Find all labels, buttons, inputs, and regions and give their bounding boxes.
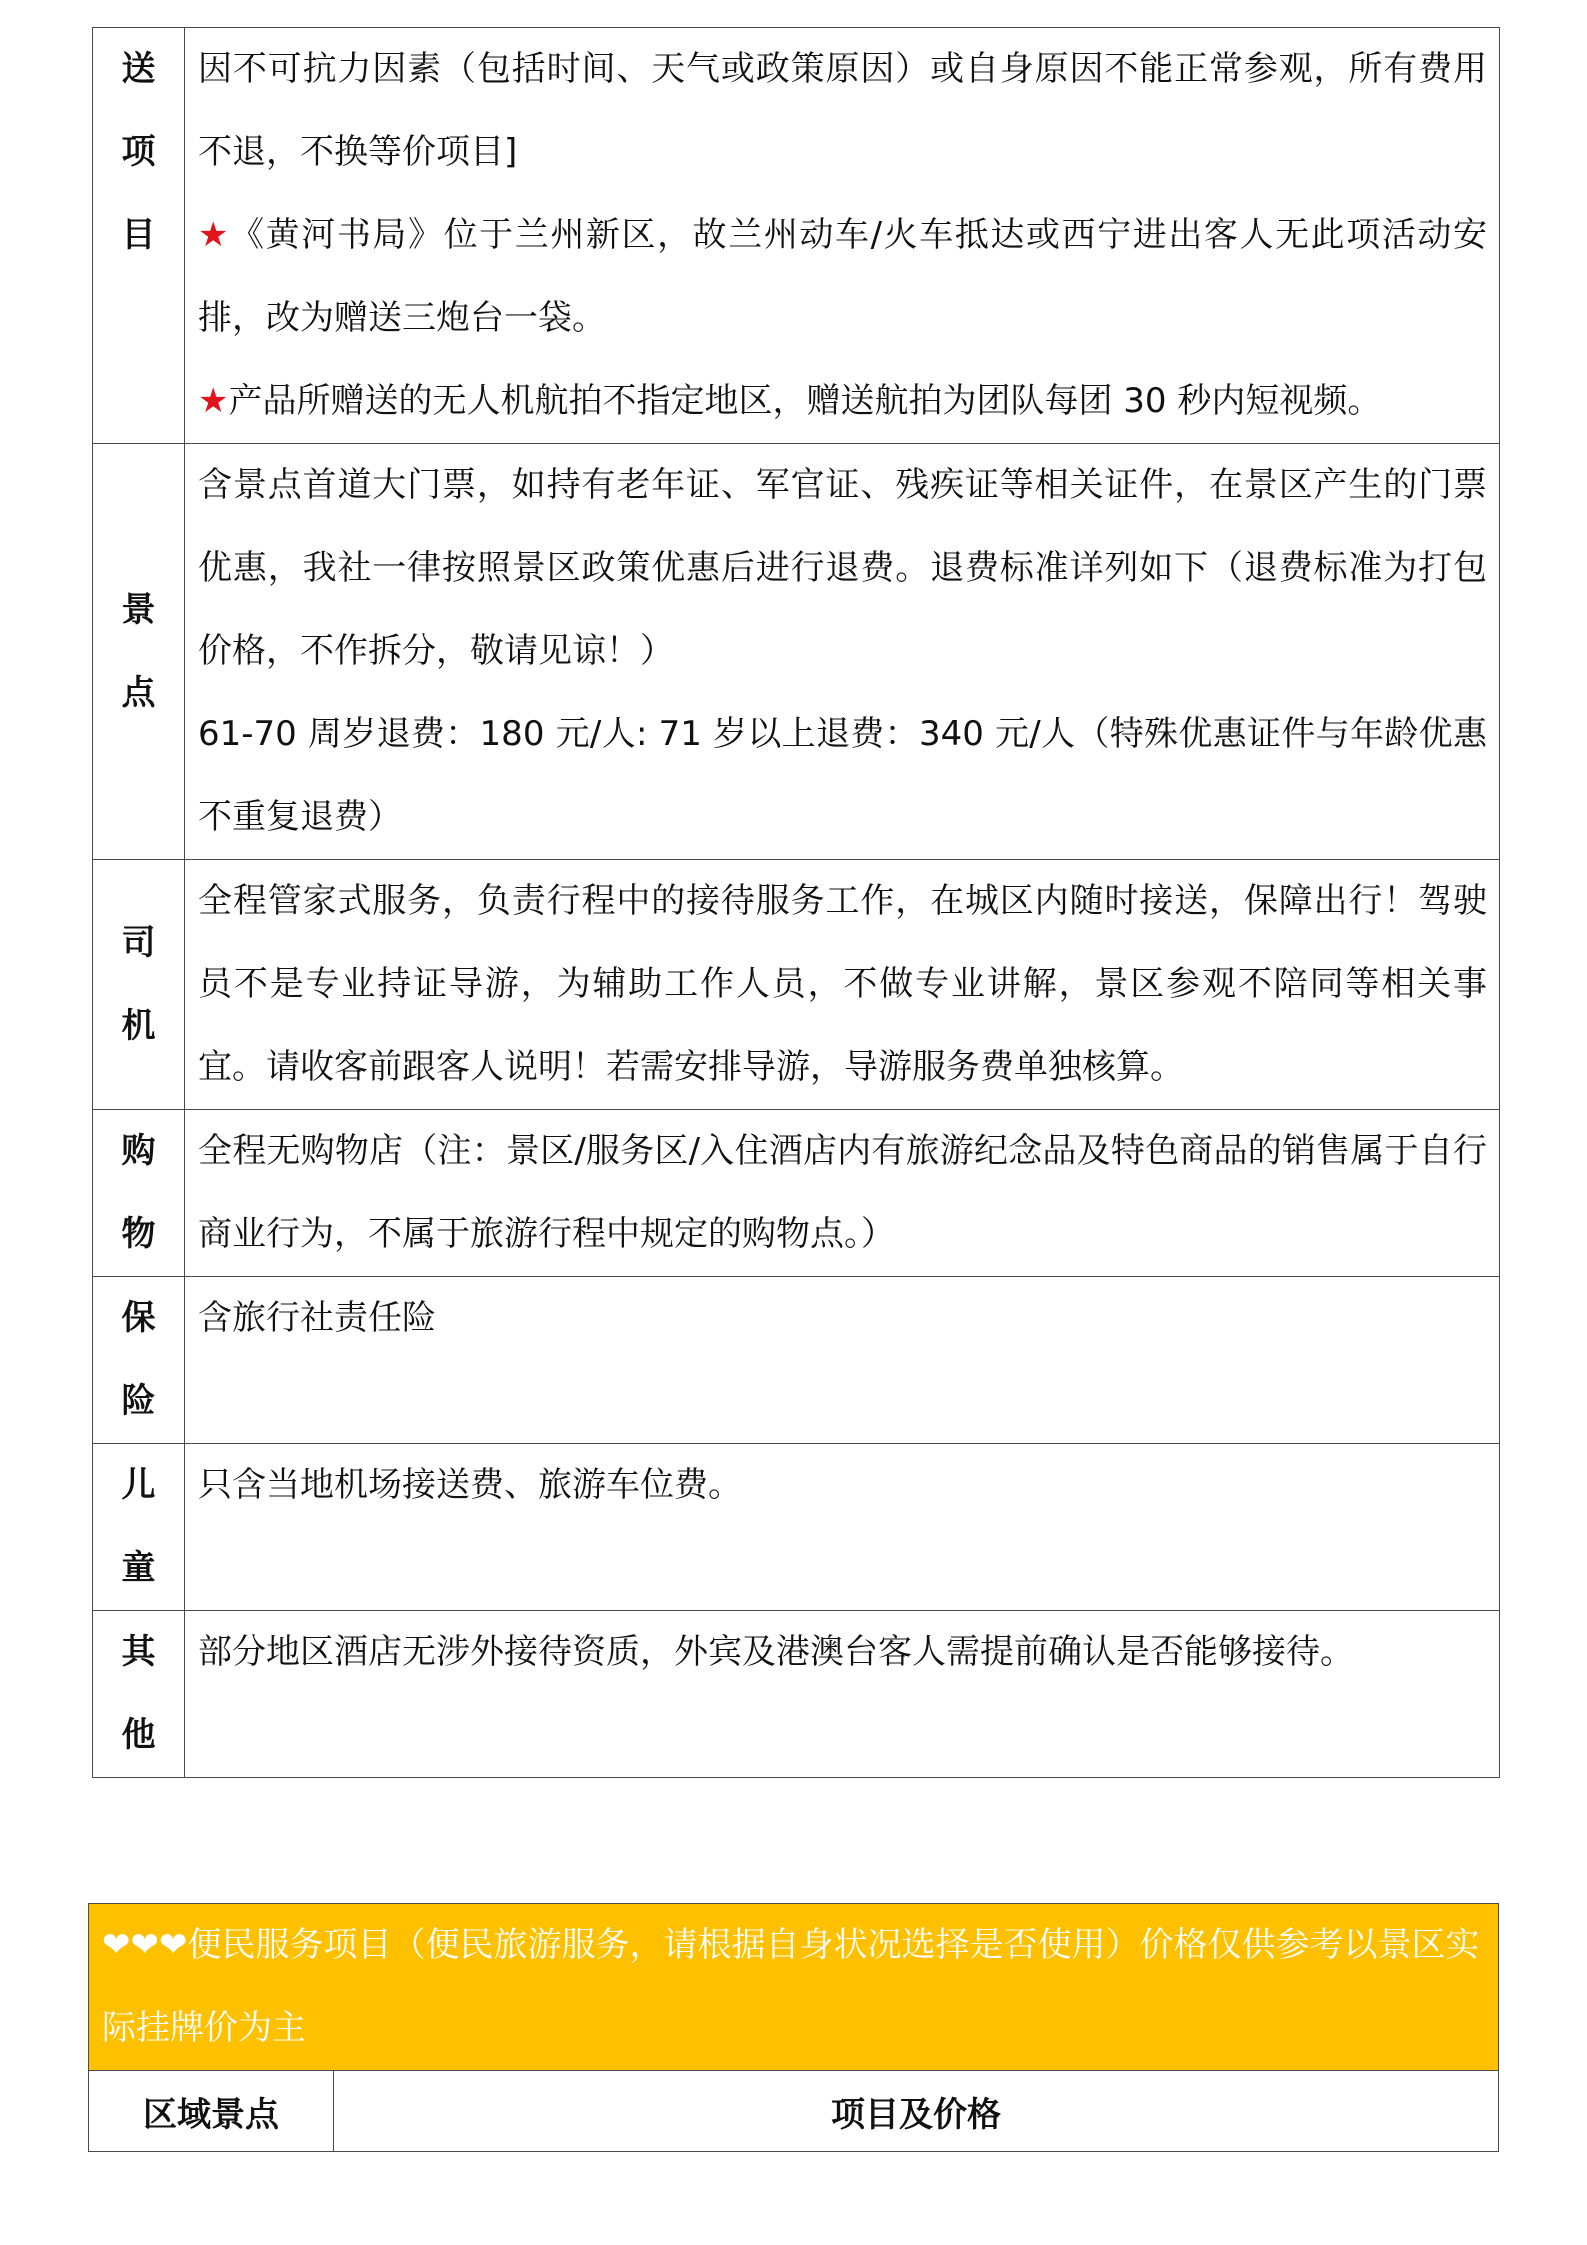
paragraph-text: 61-70 周岁退费：180 元/人: 71 岁以上退费：340 元/人（特殊优惠证件与年龄优惠不重复退费） — [198, 714, 1487, 837]
row-paragraph — [198, 28, 1487, 194]
row-paragraph — [198, 693, 1487, 859]
terms-row — [93, 444, 1500, 860]
row-label-char: 险 — [121, 1381, 156, 1421]
row-label-char: 项 — [121, 132, 156, 172]
terms-row — [93, 1611, 1500, 1778]
row-label-char: 其 — [121, 1632, 156, 1672]
star-icon: ★ — [198, 215, 231, 255]
row-content — [185, 1110, 1500, 1277]
paragraph-text: 《黄河书局》位于兰州新区，故兰州动车/火车抵达或西宁进出客人无此项活动安排，改为赠送三炮台一袋。 — [198, 215, 1488, 338]
row-label-char: 他 — [121, 1715, 156, 1755]
terms-row — [93, 860, 1500, 1110]
paragraph-text: 含旅行社责任险 — [198, 1298, 436, 1338]
star-icon: ★ — [198, 381, 229, 421]
row-label-char: 点 — [121, 672, 156, 713]
row-label-char: 物 — [121, 1214, 156, 1254]
row-label-char: 机 — [121, 1005, 156, 1046]
paragraph-text: 部分地区酒店无涉外接待资质，外宾及港澳台客人需提前确认是否能够接待。 — [198, 1632, 1354, 1672]
row-label — [93, 1110, 185, 1277]
row-label-char: 目 — [121, 215, 156, 255]
service-banner — [89, 1904, 1499, 2071]
service-banner-text: 便民服务项目（便民旅游服务，请根据自身状况选择是否使用）价格仅供参考以景区实际挂牌价为主 — [102, 1925, 1480, 2048]
paragraph-text: 含景点首道大门票，如持有老年证、军官证、残疾证等相关证件，在景区产生的门票优惠，我社一律按照景区政策优惠后进行退费。退费标准详列如下（退费标准为打包价格，不作拆分，敬请见谅！） — [198, 465, 1487, 671]
row-label-char: 童 — [121, 1548, 156, 1588]
row-paragraph — [198, 1277, 1487, 1360]
row-label — [93, 1611, 185, 1778]
column-header-items: 项目及价格 — [334, 2071, 1499, 2152]
row-label-char: 送 — [121, 49, 156, 89]
row-content — [185, 1444, 1500, 1611]
heart-icon: ❤❤❤ — [102, 1925, 188, 1965]
service-header-row — [89, 2071, 1499, 2152]
row-paragraph — [198, 1110, 1487, 1276]
row-label-char: 购 — [121, 1131, 156, 1171]
row-paragraph — [198, 1611, 1487, 1694]
row-paragraph — [198, 1444, 1487, 1527]
paragraph-text: 因不可抗力因素（包括时间、天气或政策原因）或自身原因不能正常参观，所有费用不退，不换等价项目] — [198, 49, 1487, 172]
row-label — [93, 28, 185, 444]
terms-row — [93, 28, 1500, 444]
column-header-area: 区域景点 — [89, 2071, 334, 2152]
terms-row — [93, 1110, 1500, 1277]
row-paragraph — [198, 360, 1487, 443]
row-label — [93, 1277, 185, 1444]
terms-table-body — [93, 28, 1500, 1778]
row-label — [93, 860, 185, 1110]
paragraph-text: 全程管家式服务，负责行程中的接待服务工作，在城区内随时接送，保障出行！驾驶员不是专业持证导游，为辅助工作人员，不做专业讲解，景区参观不陪同等相关事宜。请收客前跟客人说明！若需安排导游，导游服务费单独核算。 — [198, 881, 1487, 1087]
row-content — [185, 1611, 1500, 1778]
row-content — [185, 1277, 1500, 1444]
row-paragraph — [198, 860, 1487, 1109]
row-label — [93, 1444, 185, 1611]
terms-table — [92, 27, 1500, 1778]
row-content — [185, 444, 1500, 860]
paragraph-text: 产品所赠送的无人机航拍不指定地区，赠送航拍为团队每团 30 秒内短视频。 — [228, 381, 1382, 421]
terms-row — [93, 1277, 1500, 1444]
row-content — [185, 860, 1500, 1110]
service-banner-row — [89, 1904, 1499, 2071]
row-label — [93, 444, 185, 860]
row-label-char: 司 — [121, 922, 156, 963]
row-paragraph — [198, 444, 1487, 693]
row-label-char: 儿 — [121, 1465, 156, 1505]
row-paragraph — [198, 194, 1487, 360]
paragraph-text: 只含当地机场接送费、旅游车位费。 — [198, 1465, 742, 1505]
service-table — [88, 1903, 1499, 2152]
row-content — [185, 28, 1500, 444]
row-label-char: 保 — [121, 1298, 156, 1338]
paragraph-text: 全程无购物店（注：景区/服务区/入住酒店内有旅游纪念品及特色商品的销售属于自行商业行为，不属于旅游行程中规定的购物点。） — [198, 1131, 1487, 1254]
terms-row — [93, 1444, 1500, 1611]
row-label-char: 景 — [121, 589, 156, 630]
